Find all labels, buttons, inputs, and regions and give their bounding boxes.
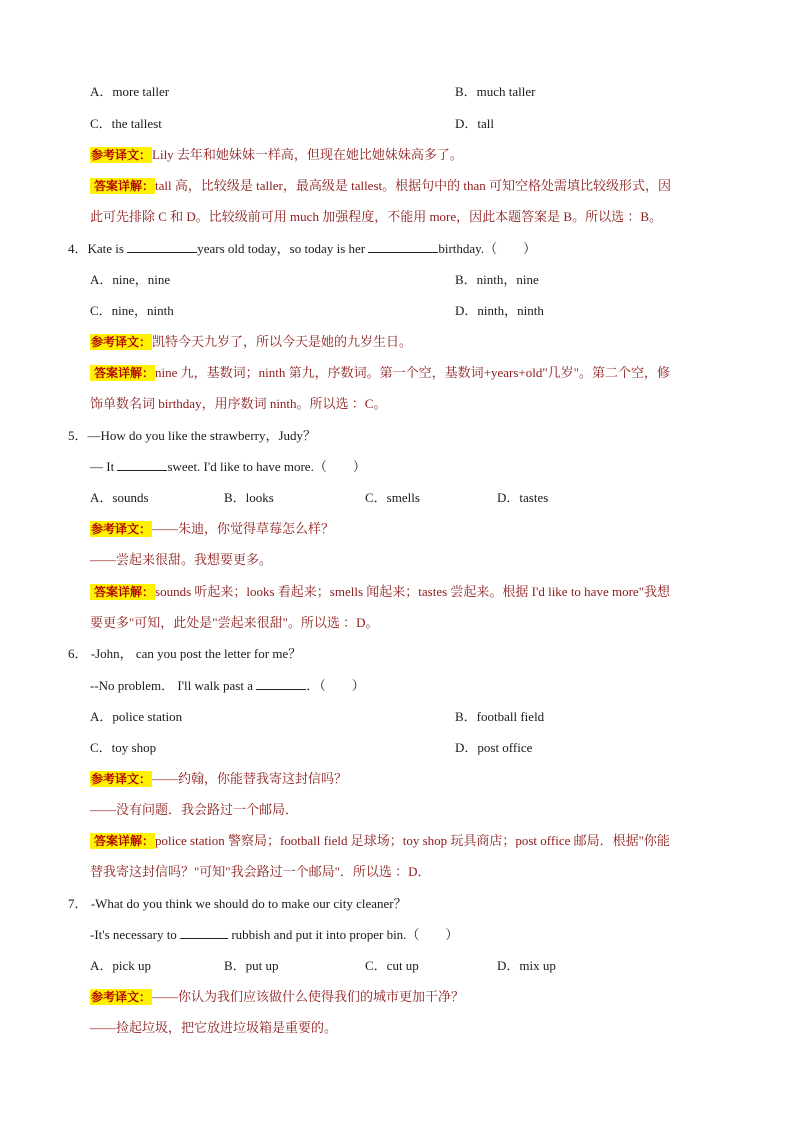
reference-label: 参考译文： (91, 335, 152, 349)
q4-answer-text-1: nine 九，基数词；ninth 第九，序数词。第一个空，基数词+years+old"几岁"。第二个空，修 (155, 365, 670, 380)
q5-reference-text-1: ——朱迪，你觉得草莓怎么样？ (152, 521, 335, 536)
q7-reference-text-1: ——你认为我们应该做什么使得我们的城市更加干净？ (152, 989, 465, 1004)
q6-option-d[interactable]: D．post office (455, 740, 533, 755)
q6-reference-translation (90, 770, 347, 788)
q4-options-row-2 (90, 302, 544, 320)
q5-stem-part-2: sweet. I'd like to have more.（ ） (167, 459, 366, 474)
q6-option-b[interactable]: B．football field (455, 709, 545, 724)
q6-options-row-2 (90, 739, 533, 757)
q6-answer-explanation (90, 832, 670, 850)
q3-option-a[interactable]: A．more taller (90, 84, 170, 99)
q3-options-row-2 (90, 115, 494, 133)
q7-option-b[interactable]: B．put up (224, 958, 279, 973)
q3-option-b[interactable]: B．much taller (455, 84, 536, 99)
q3-options-row-1 (90, 83, 536, 101)
q5-stem-2 (90, 458, 366, 476)
q3-reference-text: Lily 去年和她妹妹一样高，但现在她比她妹妹高多了。 (152, 147, 463, 162)
q7-option-a[interactable]: A．pick up (90, 958, 152, 973)
q5-reference-text-2: ——尝起来很甜。我想要更多。 (90, 552, 273, 567)
q4-option-c[interactable]: C．nine，ninth (90, 303, 174, 318)
q6-stem-2 (90, 677, 365, 695)
q5-option-d[interactable]: D．tastes (497, 490, 549, 505)
q4-blank-1[interactable] (127, 240, 197, 253)
answer-label: 答案详解： (90, 178, 155, 194)
reference-label: 参考译文： (91, 148, 152, 162)
q4-answer-text-2: 饰单数名词 birthday，用序数词 ninth。所以选 ：C。 (90, 396, 387, 411)
q3-answer-explanation (90, 177, 671, 195)
q6-stem-part-2: ．（ ） (306, 678, 365, 693)
q5-options-row (90, 489, 549, 507)
q7-options-row (90, 957, 556, 975)
reference-label: 参考译文： (91, 772, 152, 786)
q4-option-d[interactable]: D．ninth，ninth (455, 303, 544, 318)
q4-option-b[interactable]: B．ninth，nine (455, 272, 539, 287)
q4-options-row-1 (90, 271, 539, 289)
q6-options-row-1 (90, 708, 545, 726)
q7-option-d[interactable]: D．mix up (497, 958, 556, 973)
q6-stem-1: 6． -John， can you post the letter for me？ (68, 646, 302, 661)
q5-answer-text-2: 要更多"可知，此处是"尝起来很甜"。所以选 ：D。 (90, 615, 379, 630)
q5-stem-1: 5．—How do you like the strawberry，Judy？ (68, 428, 317, 443)
q6-answer-text-1: police station 警察局；football field 足球场；toy shop 玩具商店；post office 邮局．根据"你能 (155, 833, 670, 848)
q3-reference-translation (90, 146, 463, 164)
q4-stem-part-1: 4．Kate is (68, 241, 128, 256)
q6-answer-text-2: 替我寄这封信吗？"可知"我会路过一个邮局"．所以选 ：D． (90, 864, 431, 879)
q7-reference-translation (90, 988, 464, 1006)
q7-blank[interactable] (180, 926, 228, 939)
q6-option-a[interactable]: A．police station (90, 709, 183, 724)
q7-stem-part-2: rubbish and put it into proper bin.（ ） (228, 927, 459, 942)
q4-blank-2[interactable] (368, 240, 438, 253)
q5-blank[interactable] (117, 458, 167, 471)
q5-answer-explanation (90, 583, 670, 601)
q4-stem (68, 240, 536, 258)
q5-answer-text-1: sounds 听起来；looks 看起来；smells 闻起来；tastes 尝起来。根据 I'd like to have more"我想 (155, 584, 670, 599)
q6-reference-text-2: ——没有问题．我会路过一个邮局． (90, 802, 299, 817)
q4-stem-part-3: birthday.（ ） (438, 241, 537, 256)
q7-reference-text-2: ——捡起垃圾，把它放进垃圾箱是重要的。 (90, 1020, 338, 1035)
q5-reference-translation (90, 520, 334, 538)
reference-label: 参考译文： (91, 990, 152, 1004)
q6-stem-part-1: --No problem． I'll walk past a (90, 678, 257, 693)
q4-reference-translation (90, 333, 412, 351)
q7-stem-2 (90, 926, 458, 944)
q4-option-a[interactable]: A．nine，nine (90, 272, 171, 287)
q6-blank[interactable] (256, 677, 306, 690)
answer-label: 答案详解： (90, 365, 155, 381)
q5-option-b[interactable]: B．looks (224, 490, 274, 505)
q3-option-d[interactable]: D．tall (455, 116, 494, 131)
q5-stem-part-1: — It (90, 459, 118, 474)
answer-label: 答案详解： (90, 833, 155, 849)
q4-reference-text: 凯特今天九岁了，所以今天是她的九岁生日。 (152, 334, 413, 349)
q6-option-c[interactable]: C．toy shop (90, 740, 157, 755)
q7-stem-part-1: -It's necessary to (90, 927, 181, 942)
answer-label: 答案详解： (90, 584, 155, 600)
q4-answer-explanation (90, 364, 670, 382)
q3-option-c[interactable]: C．the tallest (90, 116, 162, 131)
q7-stem-1: 7． -What do you think we should do to make our city cleaner？ (68, 896, 407, 911)
q7-option-c[interactable]: C．cut up (365, 958, 419, 973)
q3-answer-text-2: 此可先排除 C 和 D。比较级前可用 much 加强程度，不能用 more，因此本题答案是 B。所以选 ：B。 (90, 209, 662, 224)
q5-option-a[interactable]: A．sounds (90, 490, 149, 505)
q5-option-c[interactable]: C．smells (365, 490, 420, 505)
q3-answer-text-1: tall 高，比较级是 taller，最高级是 tallest。根据句中的 than 可知空格处需填比较级形式，因 (155, 178, 672, 193)
q6-reference-text-1: ——约翰，你能替我寄这封信吗？ (152, 771, 348, 786)
reference-label: 参考译文： (91, 522, 152, 536)
q4-stem-part-2: years old today，so today is her (197, 241, 369, 256)
